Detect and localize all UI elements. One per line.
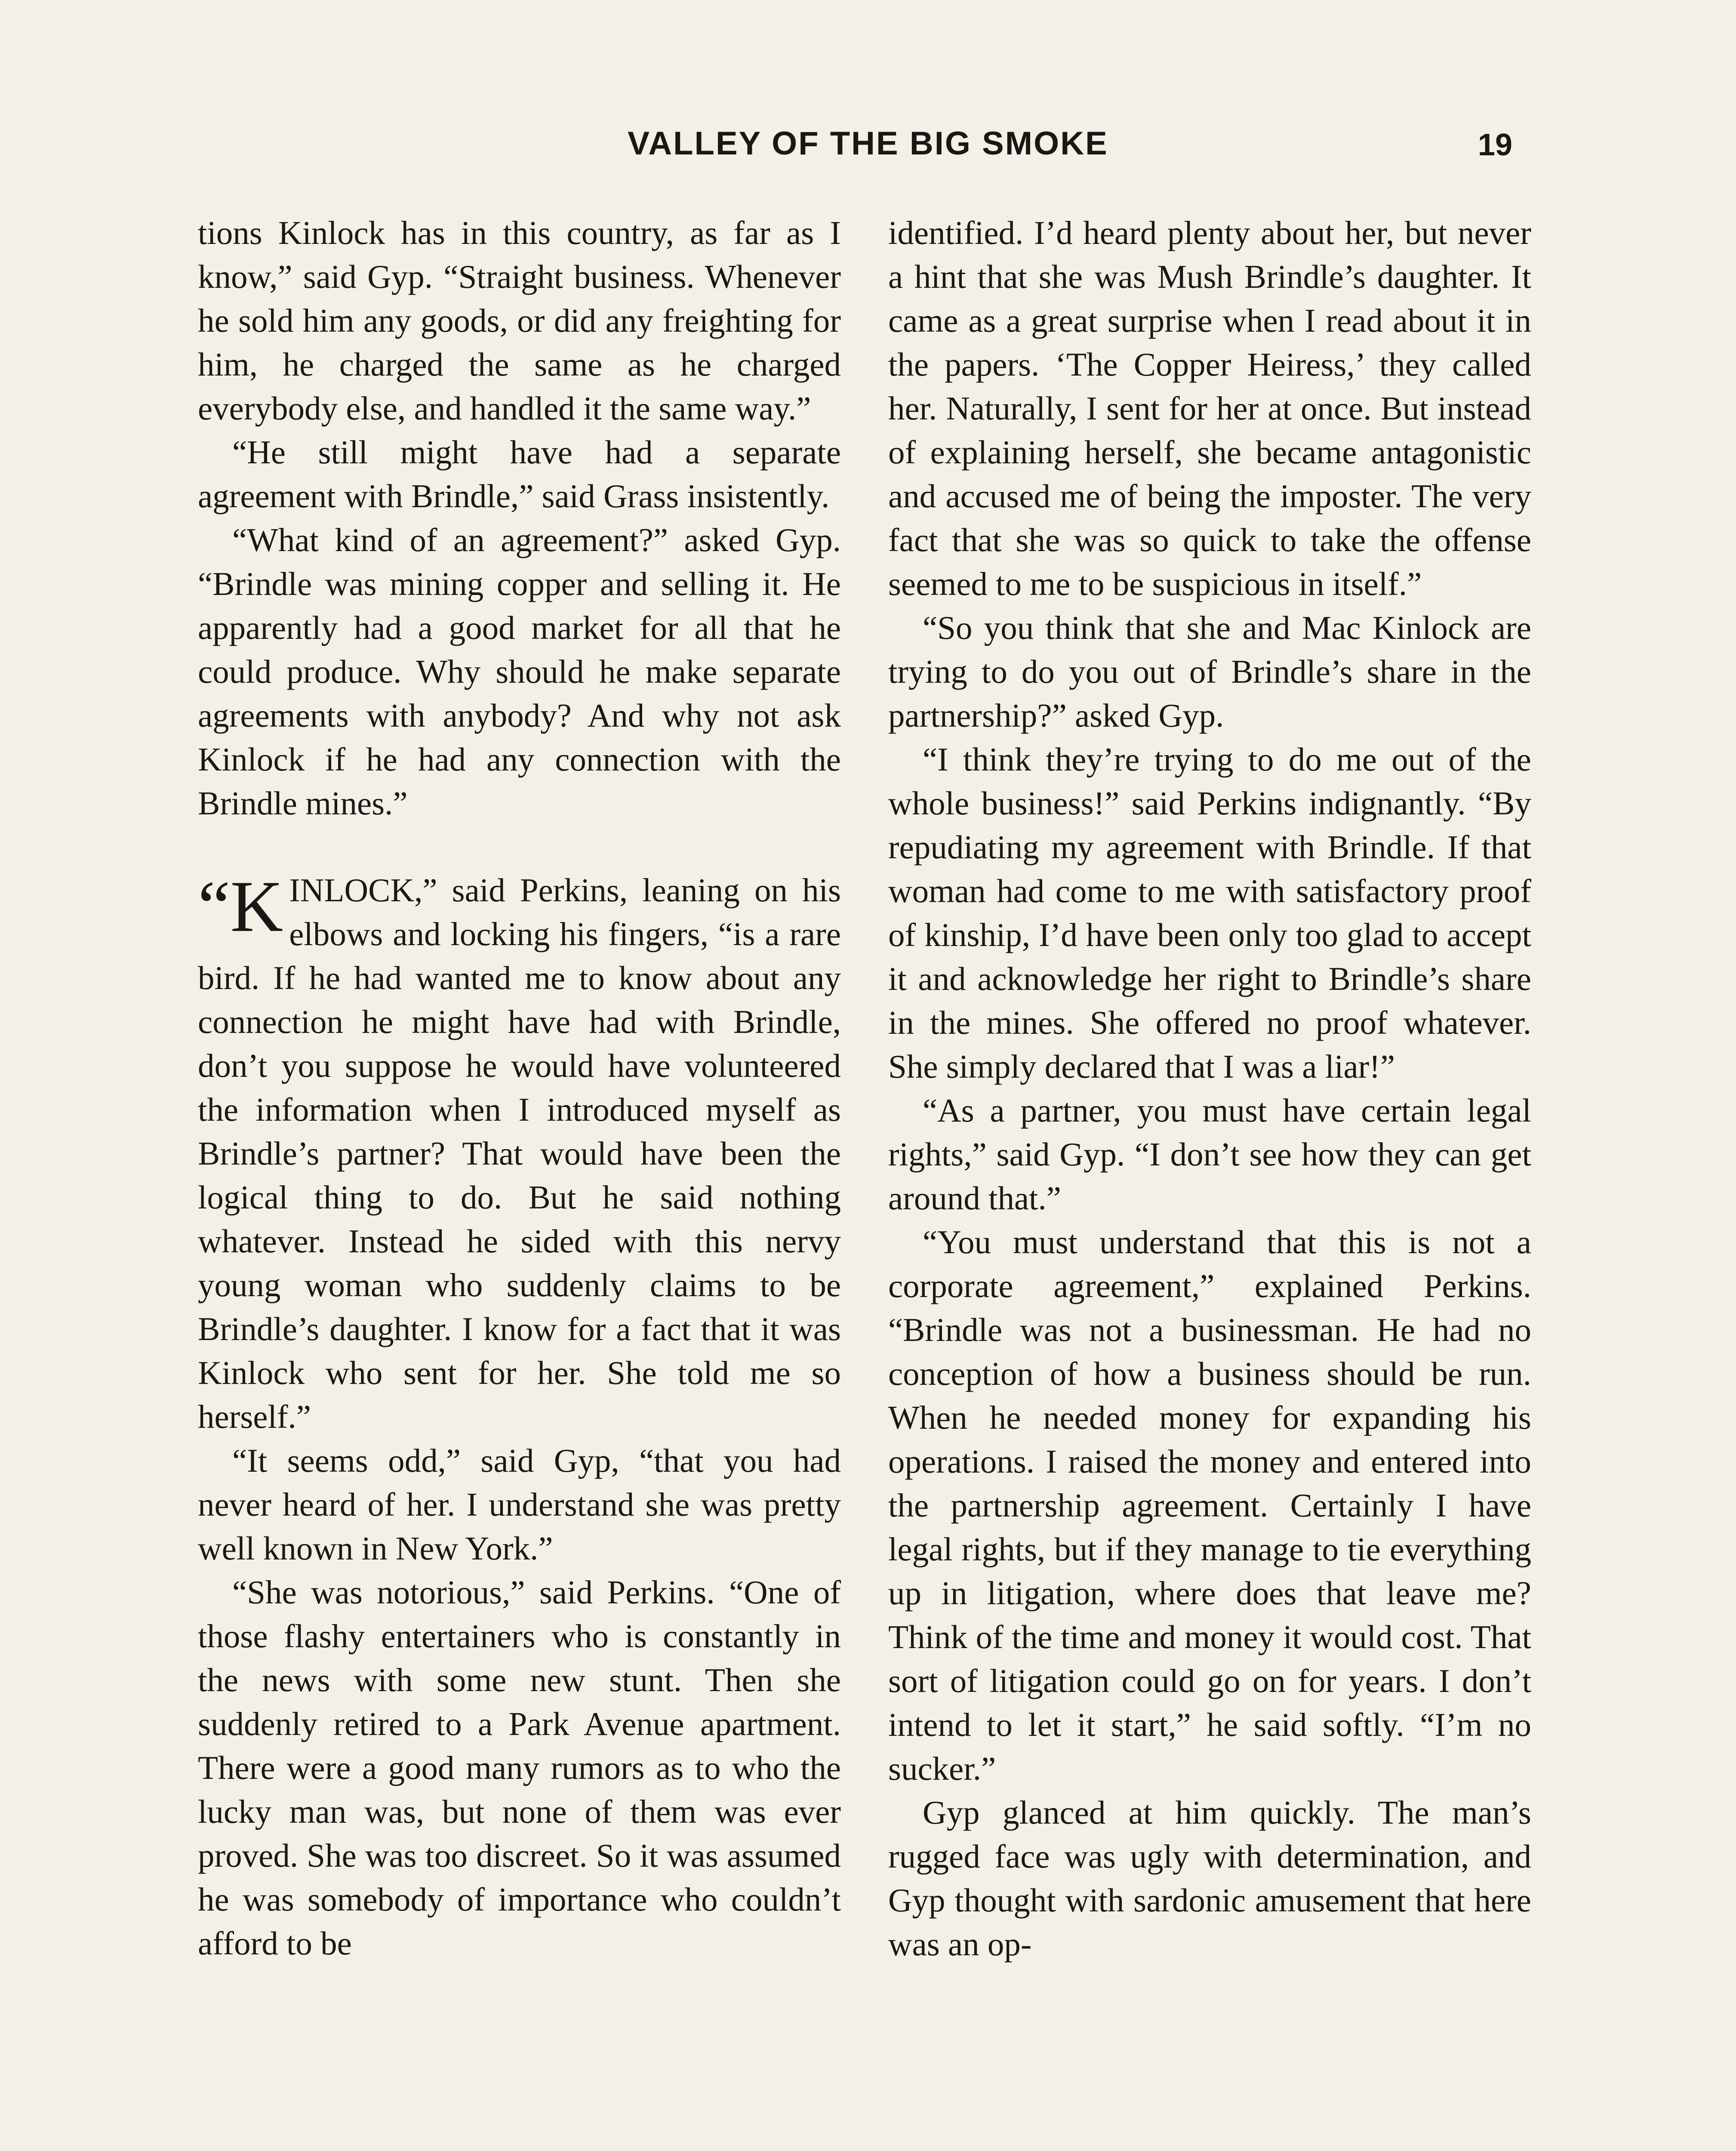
- drop-cap-open-quote: “: [198, 866, 231, 947]
- paragraph: tions Kinlock has in this country, as far as I know,” said Gyp. “Straight business. Whenever he sold him any goods, or did any freighting for him, he charged the same as he charged everybody else, and handled it the same way.”: [198, 214, 841, 427]
- paragraph: identified. I’d heard plenty about her, but never a hint that she was Mush Brindle’s daughter. It came as a great surprise when I read about it in the papers. ‘The Copper Heiress,’ they called her. Naturally, I sent for her at once. But instead of explaining herself, she became antagonistic and accused me of being the imposter. The very fact that she was so quick to take the offense seemed to me to be suspicious in itself.”: [888, 214, 1531, 602]
- paragraph: Gyp glanced at him quickly. The man’s rugged face was ugly with determination, and Gyp thought with sardonic amusement that here was an op-: [888, 1794, 1531, 1963]
- paragraph: “So you think that she and Mac Kinlock are trying to do you out of Brindle’s share in the partnership?” asked Gyp.: [888, 609, 1531, 734]
- dropcap-paragraph-text: INLOCK,” said Perkins, leaning on his elbows and locking his fingers, “is a rare bird. If he had wanted me to know about any connection he might have had with Brindle, don’t you suppose he would have volunteered the information when I introduced myself as Brindle’s partner? That would have been the logical thing to do. But he said nothing whatever. Instead he sided with this nervy young woman who suddenly claims to be Brindle’s daughter. I know for a fact that it was Kinlock who sent for her. She told me so herself.”: [198, 872, 841, 1435]
- paragraph: “What kind of an agreement?” asked Gyp. “Brindle was mining copper and selling it. He apparently had a good market for all that he could produce. Why should he make separate agreements with anybody? And why not ask Kinlock if he had any connection with the Brindle mines.”: [198, 521, 841, 822]
- paragraph: “As a partner, you must have certain legal rights,” said Gyp. “I don’t see how they can get around that.”: [888, 1092, 1531, 1217]
- paragraph: “It seems odd,” said Gyp, “that you had never heard of her. I understand she was pretty well known in New York.”: [198, 1442, 841, 1567]
- paragraph: “You must understand that this is not a corporate agreement,” explained Perkins. “Brindle was not a businessman. He had no conception of how a business should be run. When he needed money for expanding his operations. I raised the money and entered into the partnership agreement. Certainly I have legal rights, but if they manage to tie everything up in litigation, where does that leave me? Think of the time and money it would cost. That sort of litigation could go on for years. I don’t intend to let it start,” he said softly. “I’m no sucker.”: [888, 1223, 1531, 1787]
- left-column: [198, 211, 841, 1965]
- drop-cap-letter: K: [230, 866, 283, 947]
- paragraph-dropcap: [198, 868, 841, 1439]
- page-header: [0, 125, 1736, 176]
- paragraph: “She was notorious,” said Perkins. “One of those flashy entertainers who is constantly in the news with some new stunt. Then she suddenly retired to a Park Avenue apartment. There were a good many rumors as to who the lucky man was, but none of them was ever proved. She was too discreet. So it was assumed he was somebody of importance who couldn’t afford to be: [198, 1574, 841, 1962]
- section-break: [198, 825, 841, 868]
- right-column: [888, 211, 1531, 1966]
- paragraph: “He still might have had a separate agreement with Brindle,” said Grass insistently.: [198, 434, 841, 515]
- paragraph: “I think they’re trying to do me out of the whole business!” said Perkins indignantly. “By repudiating my agreement with Brindle. If that woman had come to me with satisfactory proof of kinship, I’d have been only too glad to accept it and acknowledge her right to Brindle’s share in the mines. She offered no proof whatever. She simply declared that I was a liar!”: [888, 741, 1531, 1085]
- page-number: 19: [1477, 128, 1512, 162]
- running-head: VALLEY OF THE BIG SMOKE: [628, 125, 1108, 162]
- drop-cap: [198, 866, 283, 947]
